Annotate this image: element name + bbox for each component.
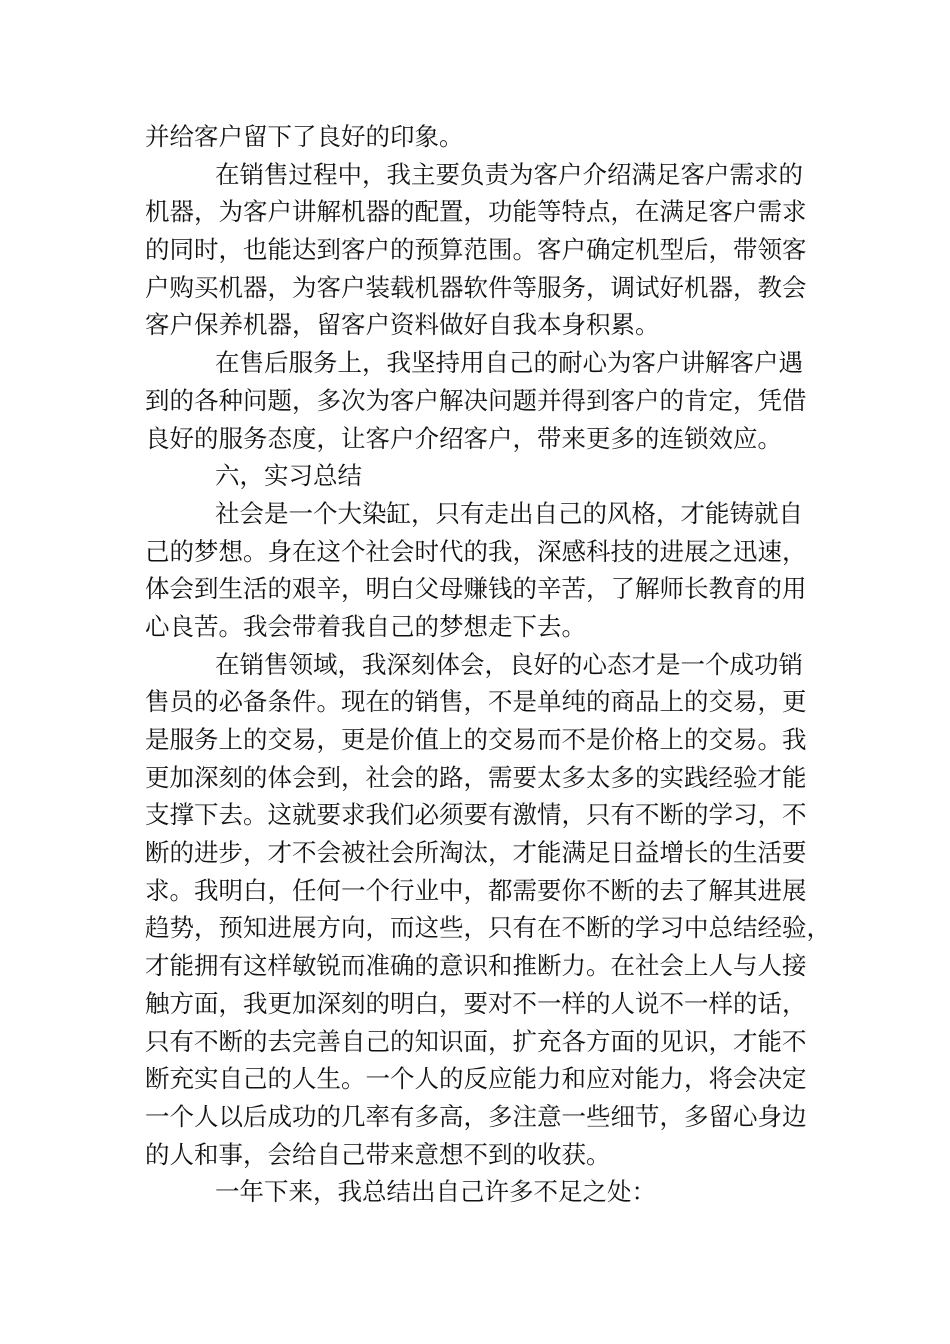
- text-line: 体会到生活的艰辛，明白父母赚钱的辛苦，了解师长教育的用: [145, 574, 807, 604]
- text-line: 趋势，预知进展方向，而这些，只有在不断的学习中总结经验，: [145, 913, 831, 943]
- text-line: 到的各种问题，多次为客户解决问题并得到客户的肯定，凭借: [145, 385, 807, 415]
- text-line: 心良苦。我会带着我自己的梦想走下去。: [145, 611, 586, 641]
- text-line: 触方面，我更加深刻的明白，要对不一样的人说不一样的话，: [145, 988, 807, 1018]
- paragraph-first-line: 社会是一个大染缸，只有走出自己的风格，才能铸就自: [215, 498, 803, 528]
- text-line: 才能拥有这样敏锐而准确的意识和推断力。在社会上人与人接: [145, 951, 807, 981]
- paragraph-first-line: 在售后服务上，我坚持用自己的耐心为客户讲解客户遇: [215, 348, 803, 378]
- text-line: 售员的必备条件。现在的销售，不是单纯的商品上的交易，更: [145, 687, 807, 717]
- text-line: 断充实自己的人生。一个人的反应能力和应对能力，将会决定: [145, 1064, 807, 1094]
- text-line: 一个人以后成功的几率有多高，多注意一些细节，多留心身边: [145, 1101, 807, 1131]
- text-line: 己的梦想。身在这个社会时代的我，深感科技的进展之迅速，: [145, 536, 807, 566]
- paragraph-first-line: 一年下来，我总结出自己许多不足之处：: [215, 1177, 656, 1207]
- text-line: 更加深刻的体会到，社会的路，需要太多太多的实践经验才能: [145, 762, 807, 792]
- text-line: 支撑下去。这就要求我们必须要有激情，只有不断的学习，不: [145, 800, 807, 830]
- text-line: 机器，为客户讲解机器的配置，功能等特点，在满足客户需求: [145, 197, 807, 227]
- text-line: 断的进步，才不会被社会所淘汰，才能满足日益增长的生活要: [145, 838, 807, 868]
- text-line: 是服务上的交易，更是价值上的交易而不是价格上的交易。我: [145, 725, 807, 754]
- text-line: 客户保养机器，留客户资料做好自我本身积累。: [145, 310, 660, 340]
- text-line: 户购买机器，为客户装载机器软件等服务，调试好机器，教会: [145, 272, 807, 302]
- paragraph-first-line: 在销售领域，我深刻体会，良好的心态才是一个成功销: [215, 649, 803, 679]
- paragraph-first-line: 六，实习总结: [215, 461, 362, 491]
- text-line: 求。我明白，任何一个行业中，都需要你不断的去了解其进展: [145, 875, 807, 905]
- text-line: 只有不断的去完善自己的知识面，扩充各方面的见识，才能不: [145, 1026, 807, 1056]
- text-line: 的同时，也能达到客户的预算范围。客户确定机型后，带领客: [145, 235, 807, 265]
- text-line: 并给客户留下了良好的印象。: [145, 122, 464, 151]
- text-line: 的人和事，会给自己带来意想不到的收获。: [145, 1139, 611, 1169]
- document-body: [145, 118, 831, 1211]
- paragraph-first-line: 在销售过程中，我主要负责为客户介绍满足客户需求的: [215, 159, 803, 189]
- text-line: 良好的服务态度，让客户介绍客户，带来更多的连锁效应。: [145, 423, 782, 453]
